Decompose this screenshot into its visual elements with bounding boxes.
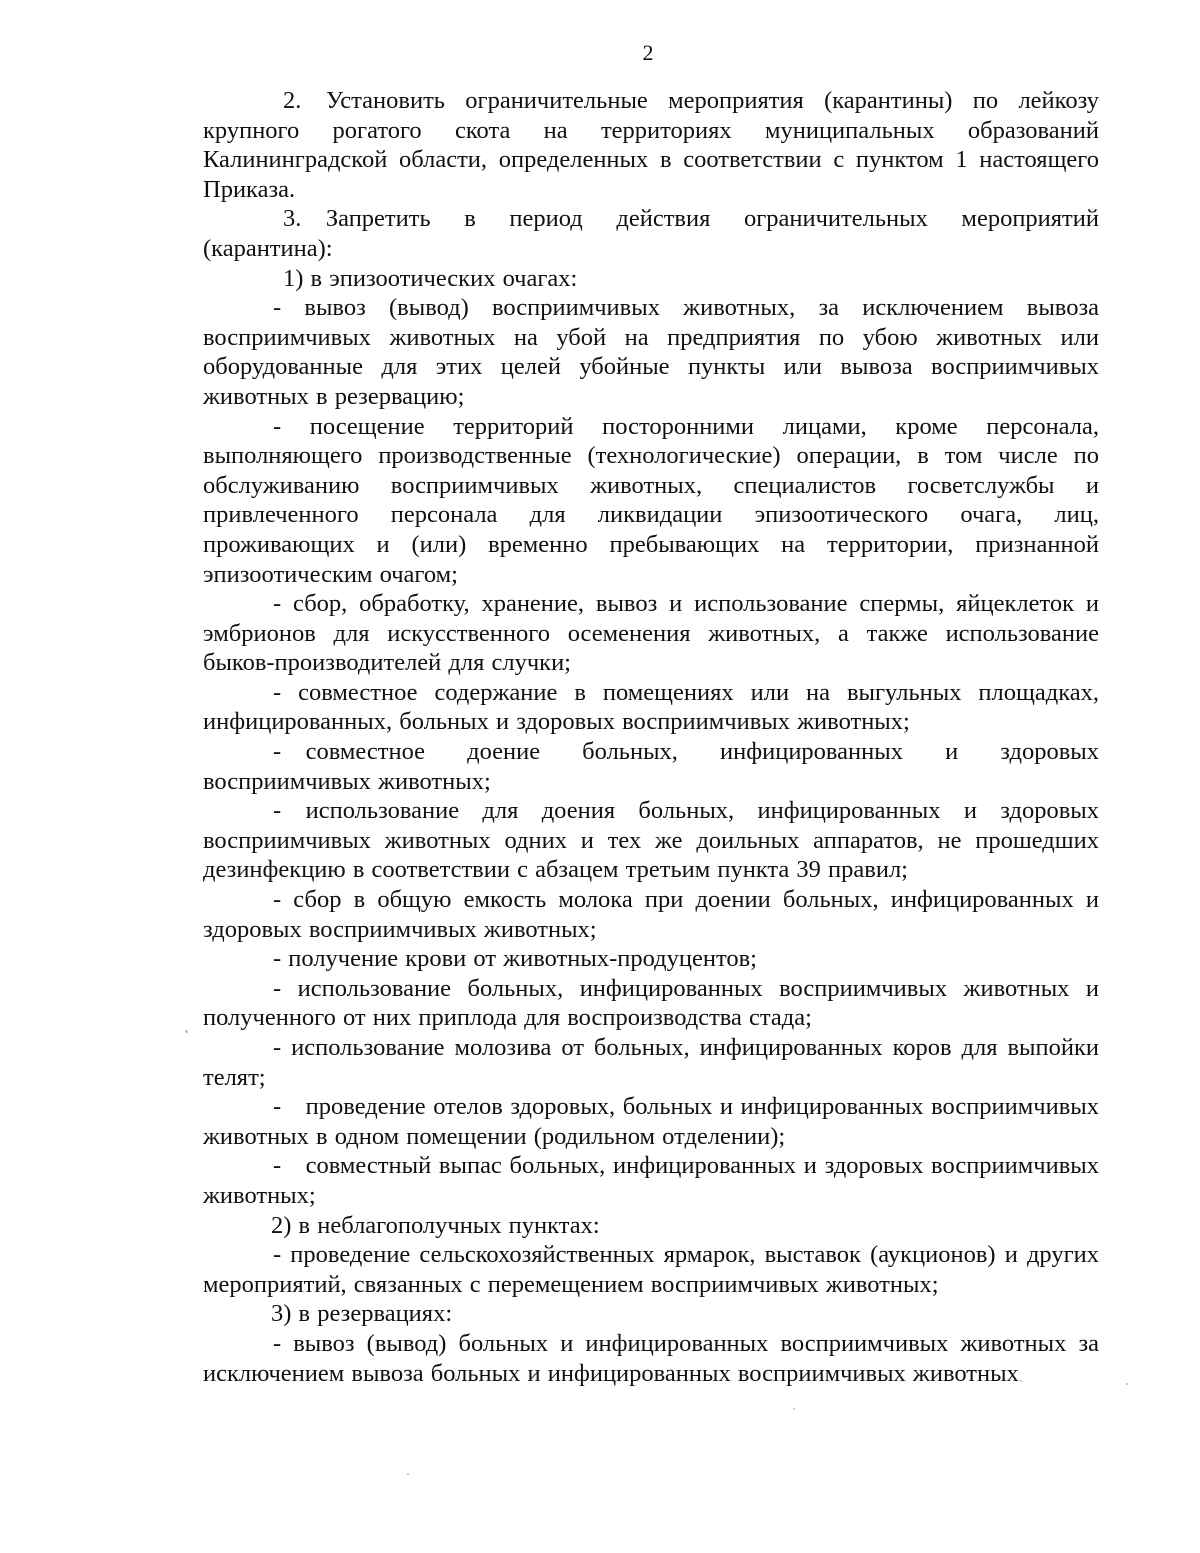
list-item: - совместное доение больных, инфицированных и здоровых восприимчивых животных;	[203, 738, 1099, 795]
list-item: - получение крови от животных-продуцентов;	[273, 945, 757, 973]
list-item: - вывоз (вывод) больных и инфицированных восприимчивых животных за исключением вывоза больных и инфицированных восприимчивых животных	[203, 1329, 1099, 1387]
list-item: - использование молозива от больных, инфицированных коров для выпойки телят;	[203, 1034, 1099, 1091]
document-body	[203, 86, 1099, 1388]
scan-speck	[407, 1473, 409, 1475]
list-item: - использование для доения больных, инфицированных и здоровых восприимчивых животных одних и тех же доильных аппаратов, не прошедших дезинфекцию в соответствии с абзацем третьим пункта 39 правил;	[203, 797, 1099, 884]
paragraph-item-3: 3. Запретить в период действия ограничительных мероприятий (карантина):	[203, 205, 1099, 262]
scan-speck	[793, 1408, 795, 1410]
list-item: - вывоз (вывод) восприимчивых животных, за исключением вывоза восприимчивых животных на убой на предприятия по убою животных или оборудованные для этих целей убойные пункты или вывоза восприимчивых животных в резервацию;	[203, 294, 1099, 410]
list-item: - посещение территорий посторонними лицами, кроме персонала, выполняющего производственные (технологические) операции, в том числе по обслуживанию восприимчивых животных, специалистов госветслужбы и привлеченного персонала для ликвидации эпизоотического очага, лиц, проживающих и (или) временно пребывающих на территории, признанной эпизоотическим очагом;	[203, 412, 1099, 588]
subsection-episootic-foci: 1) в эпизоотических очагах:	[283, 264, 578, 292]
subsection-reservations: 3) в резервациях:	[271, 1300, 453, 1328]
subsection-unfavorable-points: 2) в неблагополучных пунктах:	[271, 1211, 600, 1239]
list-item: - сбор в общую емкость молока при доении больных, инфицированных и здоровых восприимчивых животных;	[203, 886, 1099, 943]
scan-speck	[185, 1030, 188, 1033]
scan-speck	[1126, 1383, 1128, 1385]
paragraph-item-2: 2. Установить ограничительные мероприятия (карантины) по лейкозу крупного рогатого скота на территориях муниципальных образований Калининградской области, определенных в соответствии с пунктом 1 настоящего Приказа.	[203, 87, 1099, 203]
scan-speck	[1020, 1380, 1022, 1382]
list-item: - проведение сельскохозяйственных ярмарок, выставок (аукционов) и других мероприятий, связанных с перемещением восприимчивых животных;	[203, 1241, 1099, 1298]
list-item: - использование больных, инфицированных восприимчивых животных и полученного от них приплода для воспроизводства стада;	[203, 974, 1099, 1032]
list-item: - сбор, обработку, хранение, вывоз и использование спермы, яйцеклеток и эмбрионов для искусственного осеменения животных, а также использование быков-производителей для случки;	[203, 590, 1099, 677]
list-item: - совместный выпас больных, инфицированных и здоровых восприимчивых животных;	[203, 1152, 1099, 1209]
page-number: 2	[642, 40, 654, 65]
list-item: - совместное содержание в помещениях или на выгульных площадках, инфицированных, больных и здоровых восприимчивых животных;	[203, 678, 1099, 736]
list-item: - проведение отелов здоровых, больных и инфицированных восприимчивых животных в одном помещении (родильном отделении);	[203, 1093, 1099, 1150]
